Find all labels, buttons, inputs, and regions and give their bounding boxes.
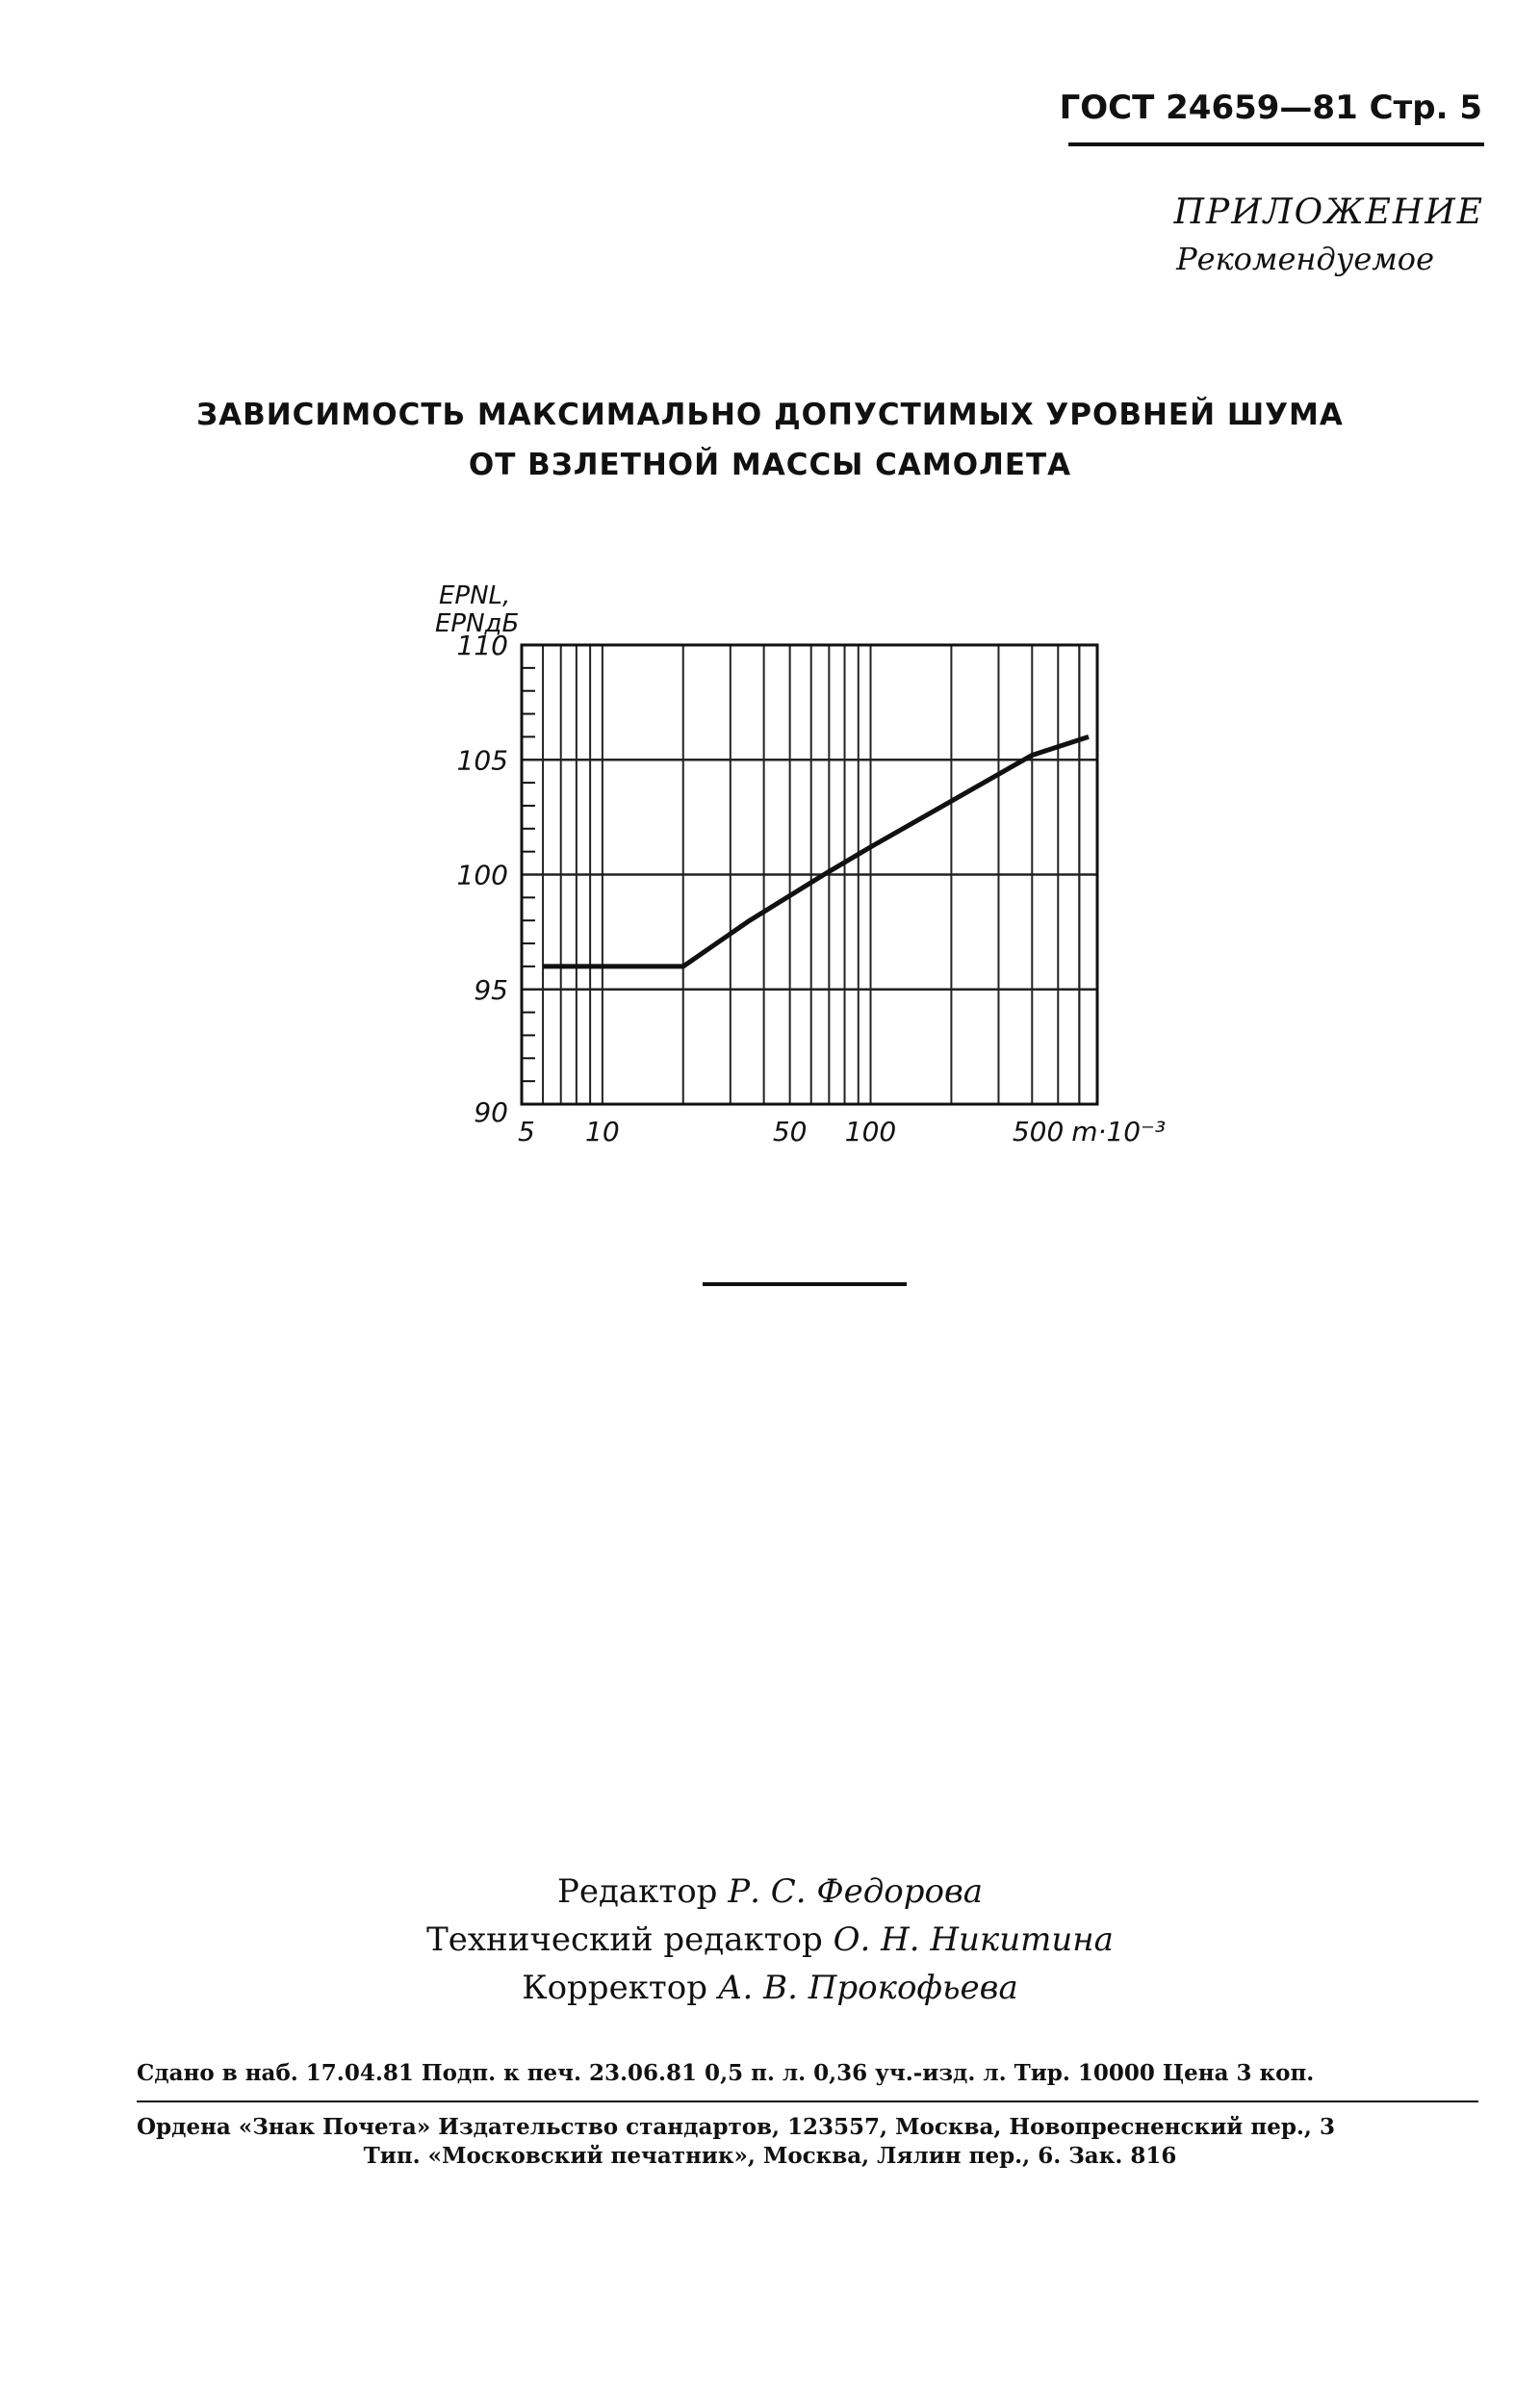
editor-name: Р. С. Федорова: [728, 1872, 984, 1911]
y-axis-label-line2: EPNдБ: [435, 609, 520, 638]
chart-series: [543, 736, 1089, 967]
x-tick-label: 50: [772, 1116, 808, 1147]
editor-label: Редактор: [556, 1872, 718, 1911]
series-line-0: [543, 736, 1089, 967]
proofreader-name: А. В. Прокофьева: [717, 1969, 1018, 2007]
y-tick-label: 105: [456, 744, 508, 777]
y-tick-label: 90: [474, 1096, 508, 1128]
imprint-rule: [137, 2101, 1478, 2102]
y-tick-label: 100: [456, 859, 508, 891]
credit-editor: [0, 1868, 1540, 1916]
title-line-1: ЗАВИСИМОСТЬ МАКСИМАЛЬНО ДОПУСТИМЫХ УРОВНЕЙ ШУМА: [196, 398, 1344, 432]
imprint-line-2: Ордена «Знак Почета» Издательство стандартов, 123557, Москва, Новопресненский пер., 3: [137, 2114, 1335, 2140]
y-tick-label: 95: [474, 973, 508, 1006]
title-line-2: ОТ ВЗЛЕТНОЙ МАССЫ САМОЛЕТА: [468, 448, 1072, 482]
x-tick-label: 100: [844, 1116, 897, 1147]
x-tick-label: 5: [518, 1116, 535, 1147]
chart-grid: [522, 645, 1097, 1104]
x-axis-label: m·10⁻³: [1071, 1116, 1167, 1147]
x-tick-label: 10: [585, 1116, 620, 1147]
proofreader-label: Корректор: [522, 1969, 707, 2007]
imprint-line-1: Сдано в наб. 17.04.81 Подп. к печ. 23.06.81 0,5 п. л. 0,36 уч.-изд. л. Тир. 10000 Цена 3 коп.: [137, 2060, 1315, 2086]
x-tick-label: 500: [1012, 1116, 1065, 1147]
credits-block: [0, 1868, 1540, 2012]
y-tick-label: 110: [456, 630, 508, 661]
page-header: ГОСТ 24659—81 Стр. 5: [1059, 89, 1482, 127]
chart-labels: [435, 581, 1166, 1147]
tech-editor-name: О. Н. Никитина: [833, 1920, 1114, 1959]
appendix-status: Рекомендуемое: [1176, 241, 1434, 277]
imprint-line-3: Тип. «Московский печатник», Москва, Лялин пер., 6. Зак. 816: [363, 2143, 1177, 2169]
separator-rule: [703, 1282, 907, 1286]
credit-tech-editor: [0, 1916, 1540, 1964]
credit-proofreader: [0, 1964, 1540, 2012]
tech-editor-label: Технический редактор: [426, 1920, 823, 1959]
appendix-label: ПРИЛОЖЕНИЕ: [1173, 193, 1484, 232]
y-axis-label-line1: EPNL,: [439, 581, 511, 610]
